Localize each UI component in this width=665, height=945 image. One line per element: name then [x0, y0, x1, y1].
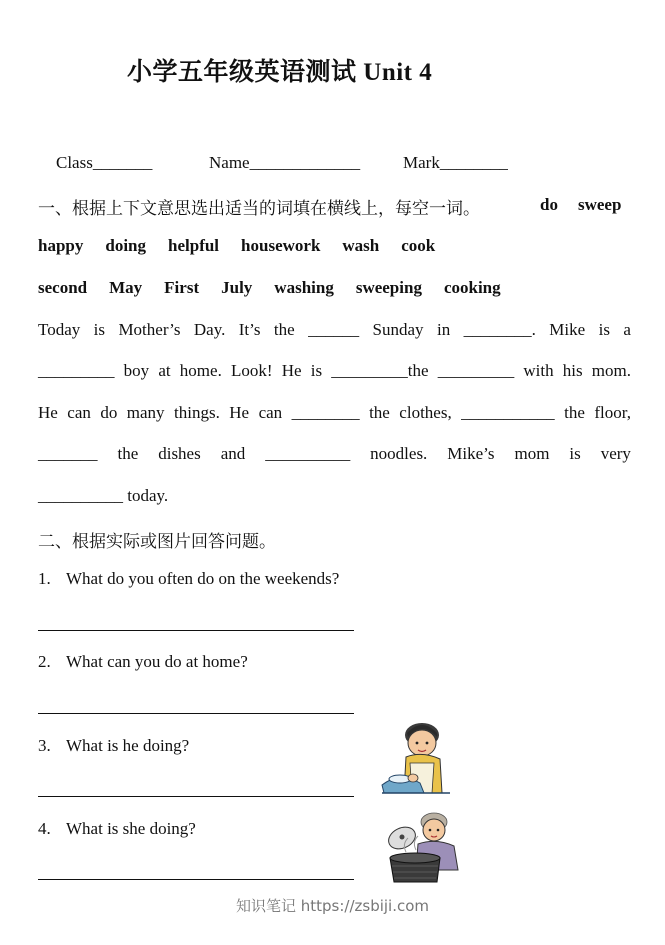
- word-bank-item: wash: [342, 236, 380, 255]
- word-bank-item: May: [109, 278, 143, 297]
- passage-word: floor,: [594, 403, 631, 422]
- passage-word: a: [623, 320, 631, 339]
- word-bank-item: First: [164, 278, 200, 297]
- section1-heading-row: [38, 194, 480, 219]
- passage-blank[interactable]: ______: [308, 320, 360, 339]
- passage-word: is: [310, 361, 323, 380]
- passage-line-2: [38, 361, 631, 381]
- passage-word: at: [158, 361, 171, 380]
- passage-word: mom: [514, 444, 550, 463]
- passage-word: things.: [174, 403, 220, 422]
- passage-line-5: [38, 486, 631, 506]
- section1-heading: 一、根据上下文意思选出适当的词填在横线上，每空一词。: [38, 199, 480, 219]
- passage-blank[interactable]: _________: [437, 361, 515, 380]
- boy-hand: [408, 774, 418, 782]
- question-number: 2.: [38, 652, 51, 671]
- woman-eye: [429, 829, 432, 832]
- name-field: Name_____________: [209, 153, 361, 172]
- question-3: [38, 736, 189, 756]
- passage-word: is: [93, 320, 106, 339]
- passage-line-3: [38, 403, 631, 423]
- page-title: [127, 52, 432, 88]
- passage-word: with: [523, 361, 554, 380]
- word-bank-item: July: [221, 278, 253, 297]
- passage-word: noodles.: [370, 444, 428, 463]
- passage-word: in: [436, 320, 451, 339]
- question-number: 4.: [38, 819, 51, 838]
- passage-line-4: [38, 444, 631, 464]
- word-bank-item: doing: [105, 236, 147, 255]
- woman-face: [423, 819, 445, 841]
- dish-plate: [389, 775, 411, 783]
- passage-word: many: [126, 403, 165, 422]
- question-1: [38, 569, 339, 589]
- passage-word: Mike’s: [447, 444, 495, 463]
- passage-word: It’s: [238, 320, 261, 339]
- passage-word: his: [562, 361, 583, 380]
- section2-heading: 二、根据实际或图片回答问题。: [38, 532, 276, 552]
- passage-word: can: [258, 403, 283, 422]
- passage-word: boy: [123, 361, 150, 380]
- word-bank-row-3: [38, 278, 501, 298]
- word-bank-item: washing: [274, 278, 334, 297]
- word-bank-item: housework: [241, 236, 321, 255]
- passage-word: very: [600, 444, 631, 463]
- answer-line-4[interactable]: [38, 879, 354, 880]
- passage-blank[interactable]: __________: [38, 486, 123, 505]
- passage-word: the: [273, 320, 295, 339]
- passage-word: the: [369, 403, 390, 422]
- passage-word: dishes: [158, 444, 201, 463]
- question-4: [38, 819, 196, 839]
- word-bank-item: do: [540, 195, 558, 214]
- word-bank-row-2: [38, 236, 435, 256]
- woman-cooking-illustration: [382, 808, 467, 888]
- question-2: [38, 652, 248, 672]
- passage-word: home.: [179, 361, 222, 380]
- passage-word: He: [281, 361, 302, 380]
- class-field: Class_______: [56, 153, 153, 172]
- passage-word: the: [117, 444, 139, 463]
- passage-blank[interactable]: _________: [38, 361, 115, 380]
- question-text: What is he doing?: [66, 736, 190, 755]
- lid-handle: [400, 835, 405, 840]
- boy-washing-illustration: [380, 715, 465, 795]
- passage-word: He: [38, 403, 58, 422]
- passage-word: Sunday: [372, 320, 424, 339]
- passage-blank[interactable]: _______: [38, 444, 98, 463]
- passage-word: Mother’s: [118, 320, 181, 339]
- title-unit: Unit 4: [363, 59, 433, 86]
- boy-eye: [426, 742, 429, 745]
- passage-blank[interactable]: ________.: [463, 320, 536, 339]
- passage-word: do: [100, 403, 118, 422]
- word-bank-item: sweeping: [355, 278, 422, 297]
- word-bank-item: helpful: [168, 236, 220, 255]
- passage-word: today.: [127, 486, 169, 505]
- question-number: 1.: [38, 569, 51, 588]
- passage-word: mom.: [591, 361, 631, 380]
- passage-word: He: [229, 403, 250, 422]
- passage-word: Today: [38, 320, 81, 339]
- title-chinese: 小学五年级英语测试: [127, 57, 357, 86]
- mark-field: Mark________: [403, 153, 508, 172]
- passage-blank[interactable]: _________the: [331, 361, 429, 380]
- question-number: 3.: [38, 736, 51, 755]
- word-bank-item: cooking: [443, 278, 501, 297]
- passage-word: is: [569, 444, 581, 463]
- woman-eye: [437, 829, 440, 832]
- passage-word: and: [220, 444, 246, 463]
- passage-blank[interactable]: __________: [265, 444, 351, 463]
- answer-line-3[interactable]: [38, 796, 354, 797]
- passage-word: can: [67, 403, 91, 422]
- pot-rim: [390, 853, 440, 863]
- question-text: What do you often do on the weekends?: [66, 569, 340, 588]
- word-bank-item: second: [38, 278, 88, 297]
- passage-word: is: [598, 320, 610, 339]
- question-text: What is she doing?: [66, 819, 196, 838]
- answer-line-2[interactable]: [38, 713, 354, 714]
- passage-word: clothes,: [399, 403, 452, 422]
- passage-blank[interactable]: ___________: [461, 403, 555, 422]
- word-bank-item: cook: [401, 236, 436, 255]
- question-text: What can you do at home?: [66, 652, 248, 671]
- passage-word: Mike: [549, 320, 586, 339]
- passage-line-1: [38, 320, 631, 340]
- word-bank-item: happy: [38, 236, 84, 255]
- passage-word: Day.: [193, 320, 226, 339]
- footer-watermark: 知识笔记 https://zsbiji.com: [235, 897, 430, 915]
- word-bank-inline: [540, 195, 621, 215]
- boy-eye: [416, 742, 419, 745]
- passage-word: the: [564, 403, 585, 422]
- answer-line-1[interactable]: [38, 630, 354, 631]
- word-bank-item: sweep: [577, 195, 622, 214]
- passage-word: Look!: [231, 361, 273, 380]
- passage-blank[interactable]: ________: [291, 403, 360, 422]
